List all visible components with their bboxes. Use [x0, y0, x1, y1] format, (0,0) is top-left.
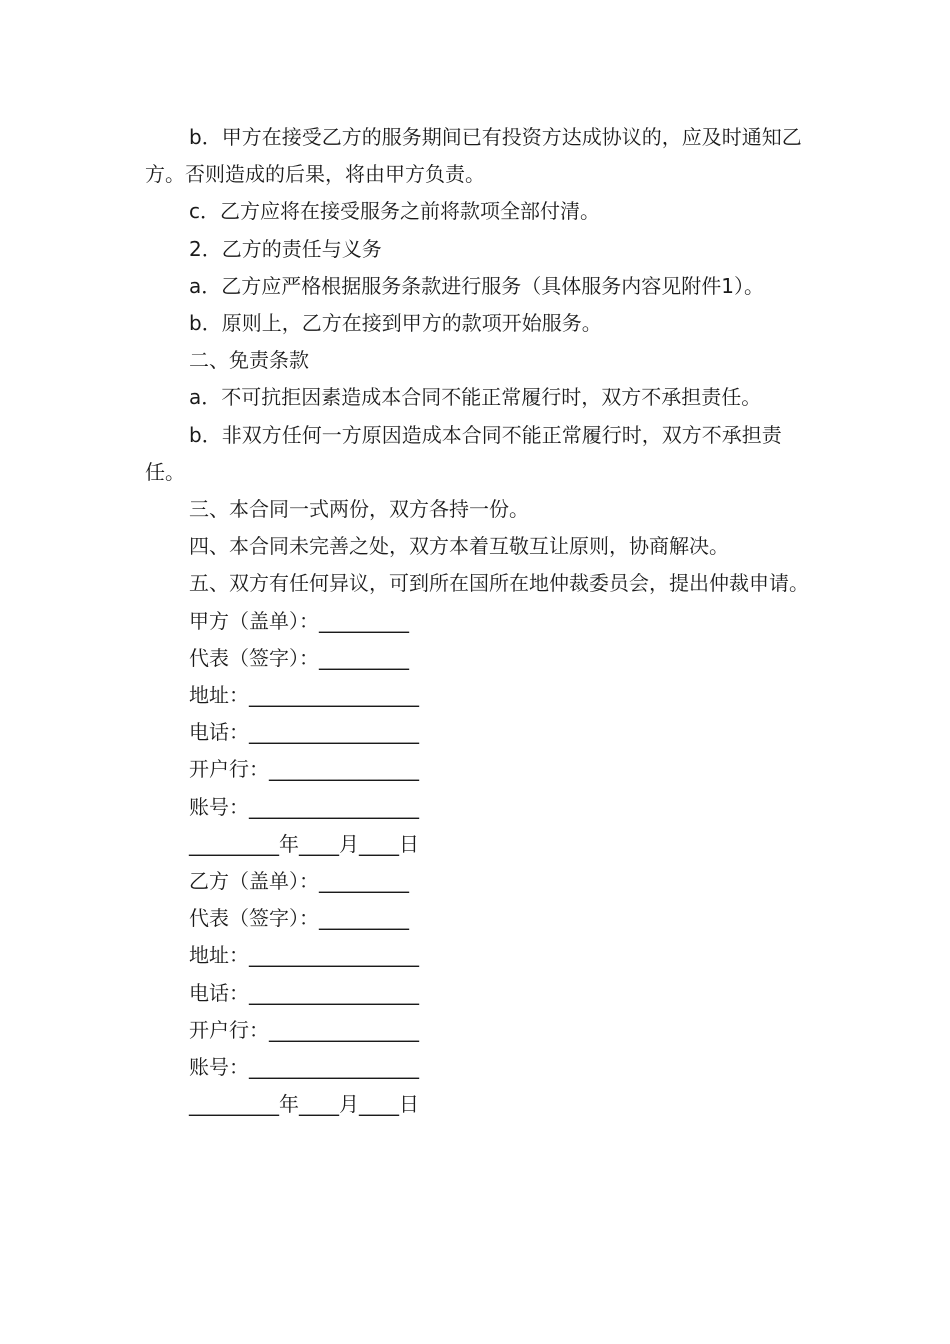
party-b-address-line: 地址：_________________ — [189, 943, 419, 968]
party-a-signature-block — [145, 603, 810, 863]
clause-b-notify: b．甲方在接受乙方的服务期间已有投资方达成协议的，应及时通知乙方。否则造成的后果，将由甲方负责。 — [145, 125, 802, 187]
section-copies: 三、本合同一式两份，双方各持一份。 — [189, 497, 529, 522]
clause-b-other-cause: b．非双方任何一方原因造成本合同不能正常履行时，双方不承担责任。 — [145, 422, 782, 484]
clause-b-start: b．原则上，乙方在接到甲方的款项开始服务。 — [189, 311, 602, 336]
party-a-bank-line: 开户行：_______________ — [189, 757, 419, 782]
party-b-phone-line: 电话：_________________ — [189, 980, 419, 1005]
party-a-rep-line: 代表（签字）：_________ — [189, 645, 409, 670]
party-a-account-line: 账号：_________________ — [189, 794, 419, 819]
section-disclaimer-heading: 二、免责条款 — [189, 348, 309, 373]
party-a-address-line: 地址：_________________ — [189, 683, 419, 708]
section-unresolved: 四、本合同未完善之处，双方本着互敬互让原则，协商解决。 — [189, 534, 729, 559]
clause-c-payment: c．乙方应将在接受服务之前将款项全部付清。 — [189, 199, 600, 224]
party-b-bank-line: 开户行：_______________ — [189, 1017, 419, 1042]
party-b-date-line: _________年____月____日 — [189, 1092, 419, 1117]
party-b-signature-block — [145, 863, 810, 1123]
party-b-rep-line: 代表（签字）：_________ — [189, 906, 409, 931]
party-b-account-line: 账号：_________________ — [189, 1055, 419, 1080]
clause-a-service: a．乙方应严格根据服务条款进行服务（具体服务内容见附件1）。 — [189, 273, 764, 298]
party-a-date-line: _________年____月____日 — [189, 831, 419, 856]
section-arbitration: 五、双方有任何异议，可到所在国所在地仲裁委员会，提出仲裁申请。 — [189, 571, 809, 596]
party-a-seal-line: 甲方（盖单）：_________ — [189, 608, 409, 633]
document-page — [145, 119, 810, 1123]
party-b-seal-line: 乙方（盖单）：_________ — [189, 869, 409, 894]
clause-a-force-majeure: a．不可抗拒因素造成本合同不能正常履行时，双方不承担责任。 — [189, 385, 762, 410]
section-2-heading: 2．乙方的责任与义务 — [189, 236, 382, 261]
party-a-phone-line: 电话：_________________ — [189, 720, 419, 745]
